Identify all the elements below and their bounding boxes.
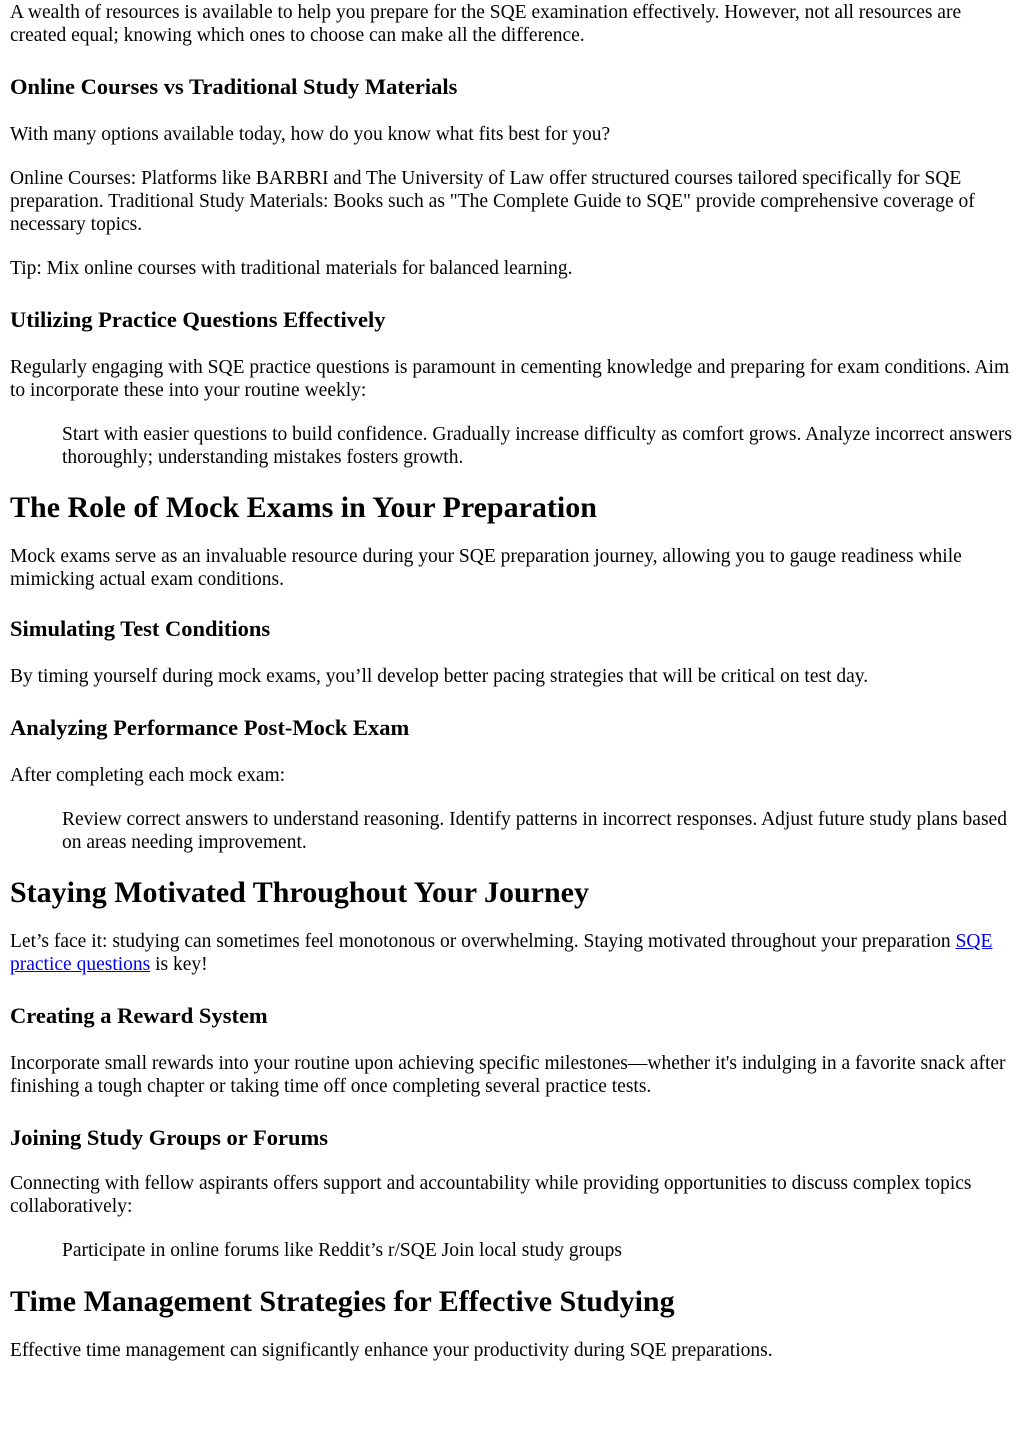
paragraph-online-courses: Online Courses: Platforms like BARBRI and The University of Law offer structured courses tailored specifically for SQE preparation. Traditional Study Materials: Books such as "The Complete Guide to SQE" provide comprehensive coverage of necessary topics. <box>10 168 975 235</box>
tip-paragraph: Tip: Mix online courses with traditional materials for balanced learning. <box>10 258 573 279</box>
paragraph-analyzing: After completing each mock exam: <box>10 765 286 786</box>
heading-motivated: Staying Motivated Throughout Your Journey <box>10 876 589 909</box>
heading-online-courses: Online Courses vs Traditional Study Materials <box>10 74 458 99</box>
heading-time-management: Time Management Strategies for Effective Studying <box>10 1285 675 1318</box>
motivated-text-after: is key! <box>150 954 208 975</box>
practice-steps-quote: Start with easier questions to build confidence. Gradually increase difficulty as comfort grows. Analyze incorrect answers thoroughly; understanding mistakes fosters growth. <box>62 424 1012 468</box>
paragraph-options: With many options available today, how do you know what fits best for you? <box>10 124 611 145</box>
paragraph-mock-exams: Mock exams serve as an invaluable resource during your SQE preparation journey, allowing you to gauge readiness while mimicking actual exam conditions. <box>10 546 962 590</box>
heading-mock-exams: The Role of Mock Exams in Your Preparation <box>10 491 597 524</box>
heading-reward-system: Creating a Reward System <box>10 1003 268 1028</box>
sqe-practice-questions-link[interactable]: SQE practice questions <box>10 931 993 975</box>
heading-practice-questions: Utilizing Practice Questions Effectively <box>10 307 386 332</box>
motivated-text-before: Let’s face it: studying can sometimes feel monotonous or overwhelming. Staying motivated throughout your preparation <box>10 931 956 952</box>
heading-study-groups: Joining Study Groups or Forums <box>10 1125 328 1150</box>
intro-paragraph: A wealth of resources is available to help you prepare for the SQE examination effectively. However, not all resources are created equal; knowing which ones to choose can make all the difference. <box>10 2 962 46</box>
article <box>0 1 1024 1362</box>
paragraph-time-management: Effective time management can significantly enhance your productivity during SQE preparations. <box>10 1340 773 1361</box>
paragraph-simulating: By timing yourself during mock exams, you’ll develop better pacing strategies that will be critical on test day. <box>10 666 869 687</box>
study-groups-quote: Participate in online forums like Reddit’s r/SQE Join local study groups <box>62 1240 623 1261</box>
paragraph-practice: Regularly engaging with SQE practice questions is paramount in cementing knowledge and preparing for exam conditions. Aim to incorporate these into your routine weekly: <box>10 357 1010 401</box>
paragraph-reward: Incorporate small rewards into your routine upon achieving specific milestones—whether it's indulging in a favorite snack after finishing a tough chapter or taking time off once completing several practice tests. <box>10 1053 1006 1097</box>
heading-simulating: Simulating Test Conditions <box>10 616 271 641</box>
paragraph-study-groups: Connecting with fellow aspirants offers support and accountability while providing opportunities to discuss complex topics collaboratively: <box>10 1173 972 1217</box>
paragraph-motivated <box>10 930 1014 976</box>
analyzing-steps-quote: Review correct answers to understand reasoning. Identify patterns in incorrect responses. Adjust future study plans based on areas needing improvement. <box>62 809 1007 853</box>
heading-analyzing: Analyzing Performance Post-Mock Exam <box>10 715 410 740</box>
